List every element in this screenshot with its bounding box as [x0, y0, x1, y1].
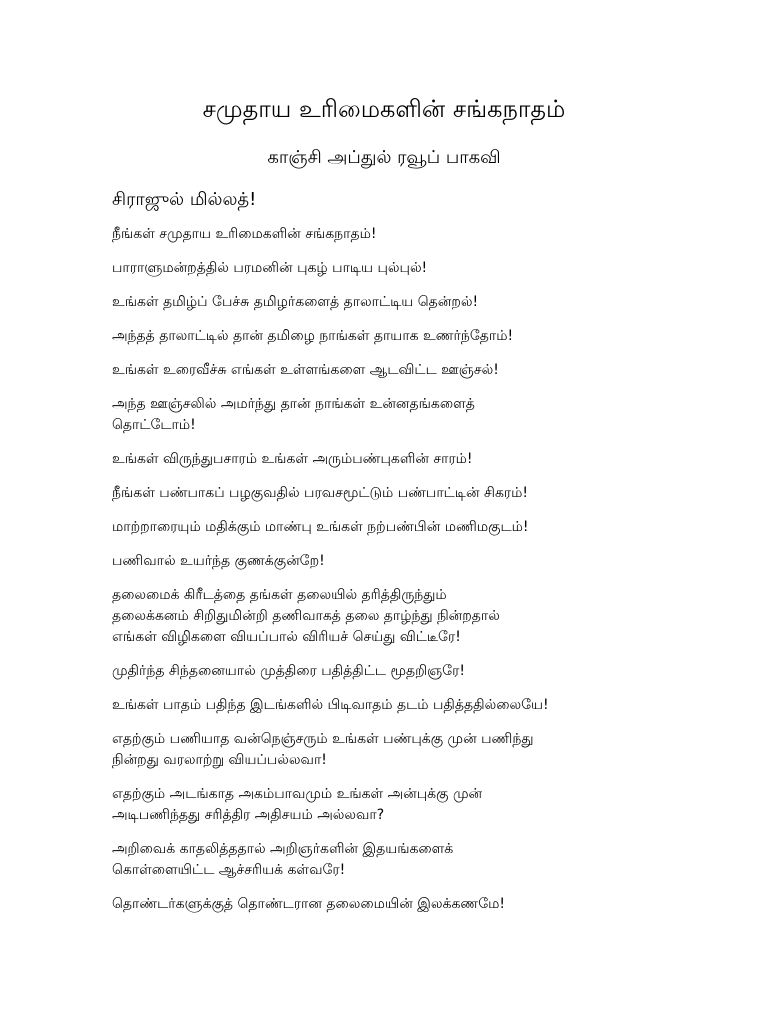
poem-line: கொள்ளையிட்ட ஆச்சரியக் கள்வரே! [112, 862, 346, 878]
document-author: காஞ்சி அப்துல் ரவூப் பாகவி [267, 147, 501, 168]
poem-paragraph [112, 517, 712, 538]
poem-line: உங்கள் பாதம் பதிந்த இடங்களில் பிடிவாதம் தடம் பதித்ததில்லையே! [112, 697, 549, 713]
poem-paragraph [112, 661, 712, 682]
poem-line: பாராளுமன்றத்தில் பரமனின் புகழ் பாடிய புல்புல்! [112, 260, 428, 276]
poem-paragraph [112, 224, 712, 245]
poem-paragraph [112, 695, 712, 716]
poem-line: நின்றது வரலாற்று வியப்பல்லவா! [112, 752, 327, 768]
poem-paragraph [112, 894, 712, 915]
poem-line: உங்கள் தமிழ்ப் பேச்சு தமிழர்களைத் தாலாட்டிய தென்றல்! [112, 294, 479, 310]
poem-line: அந்தத் தாலாட்டில் தான் தமிழை நாங்கள் தாயாக உணர்ந்தோம்! [112, 328, 514, 344]
poem-paragraph [112, 394, 712, 436]
poem-paragraph [112, 258, 712, 279]
poem-paragraph [112, 326, 712, 347]
poem-line: தலைமைக் கிரீடத்தை தங்கள் தலையில் தரித்திருந்தும் [112, 587, 447, 603]
poem-paragraph [112, 839, 712, 881]
poem-line: அந்த ஊஞ்சலில் அமர்ந்து தான் நாங்கள் உன்னதங்களைத் [112, 396, 475, 412]
poem-line: எதற்கும் பணியாத வன்நெஞ்சரும் உங்கள் பண்புக்கு முன் பணிந்து [112, 731, 534, 747]
poem-paragraph [112, 292, 712, 313]
poem-paragraph [112, 585, 712, 648]
poem-line: அறிவைக் காதலித்ததால் அறிஞர்களின் இதயங்களைக் [112, 841, 454, 857]
poem-body [112, 224, 712, 928]
poem-line: எங்கள் விழிகளை வியப்பால் விரியச் செய்து விட்டீரே! [112, 629, 461, 645]
poem-paragraph [112, 449, 712, 470]
poem-line: எதற்கும் அடங்காத அகம்பாவமும் உங்கள் அன்புக்கு முன் [112, 786, 483, 802]
document-subheading: சிராஜுல் மில்லத்! [112, 189, 257, 210]
poem-line: தொட்டோம்! [112, 417, 196, 433]
poem-line: நீங்கள் பண்பாகப் பழகுவதில் பரவசமூட்டும் பண்பாட்டின் சிகரம்! [112, 485, 529, 501]
poem-line: பணிவால் உயர்ந்த குணக்குன்றே! [112, 553, 325, 569]
poem-line: மாற்றாரையும் மதிக்கும் மாண்பு உங்கள் நற்பண்பின் மணிமகுடம்! [112, 519, 529, 535]
poem-paragraph [112, 483, 712, 504]
poem-line: தொண்டர்களுக்குத் தொண்டரான தலைமையின் இலக்கணமே! [112, 896, 506, 912]
poem-line: முதிர்ந்த சிந்தனையால் முத்திரை பதித்திட்ட மூதறிஞரே! [112, 663, 465, 679]
poem-paragraph [112, 784, 712, 826]
poem-paragraph [112, 360, 712, 381]
poem-line: உங்கள் உரைவீச்சு எங்கள் உள்ளங்களை ஆடவிட்ட ஊஞ்சல்! [112, 362, 499, 378]
poem-line: நீங்கள் சமுதாய உரிமைகளின் சங்கநாதம்! [112, 226, 377, 242]
poem-line: தலைக்கனம் சிறிதுமின்றி தணிவாகத் தலை தாழ்ந்து நின்றதால் [112, 608, 500, 624]
poem-paragraph [112, 551, 712, 572]
poem-paragraph [112, 729, 712, 771]
document-title: சமுதாய உரிமைகளின் சங்கநாதம் [202, 95, 566, 123]
poem-line: அடிபணிந்தது சரித்திர அதிசயம் அல்லவா? [112, 807, 385, 823]
poem-line: உங்கள் விருந்துபசாரம் உங்கள் அரும்பண்புகளின் சாரம்! [112, 451, 473, 467]
